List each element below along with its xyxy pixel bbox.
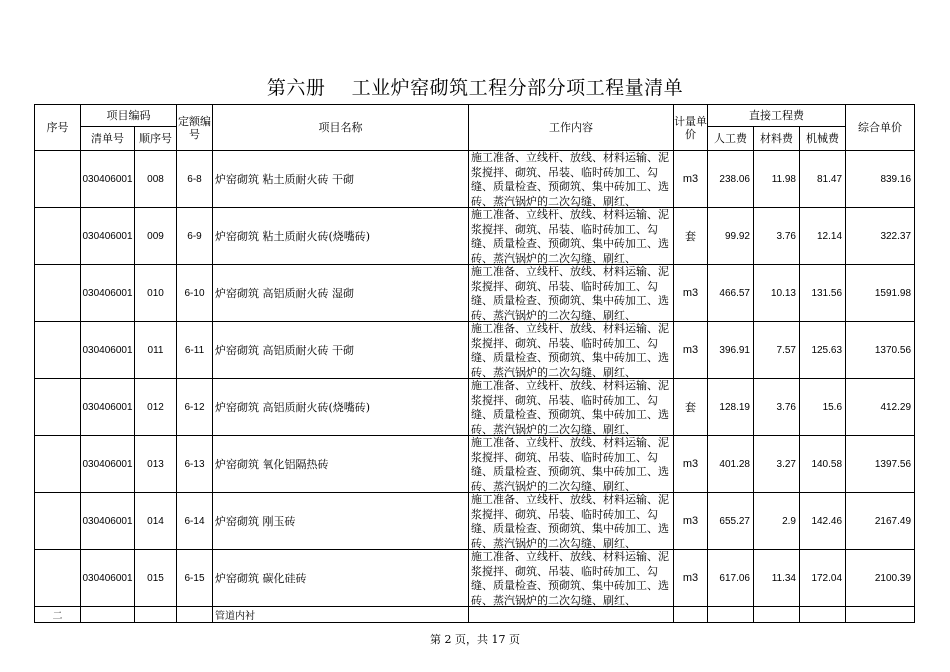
cell-work-content [469,151,674,208]
cell-quota-no: 6-11 [177,322,213,379]
cell-machine: 12.14 [800,208,846,265]
cell-seq [35,493,81,550]
page-footer: 第 2 页，共 17 页 [430,633,520,646]
table-row [35,151,915,208]
cell-total: 1397.56 [846,436,915,493]
table-row [35,493,915,550]
cell-material: 2.9 [754,493,800,550]
cell-seq [35,265,81,322]
cell-labor: 128.19 [708,379,754,436]
quantity-table [34,104,915,623]
cell-material: 11.34 [754,550,800,607]
cell-labor: 401.28 [708,436,754,493]
header-order-no: 顺序号 [135,127,177,151]
table-row [35,379,915,436]
cell-quota-no: 6-13 [177,436,213,493]
header-code-group: 项目编码 [81,105,177,127]
cell-material: 10.13 [754,265,800,322]
table-row [35,208,915,265]
cell-labor: 396.91 [708,322,754,379]
cell-item-name: 炉窑砌筑 碳化硅砖 [213,550,469,607]
work-content-text: 施工准备、立线杆、放线、材料运输、泥浆搅拌、砌筑、吊装、临时砖加工、勾缝、质量检查、预砌筑、集中砖加工、选砖、蒸汽锅炉的二次勾缝、刷红、 [471,322,669,378]
cell-seq [35,322,81,379]
cell-total: 322.37 [846,208,915,265]
cell-item-name: 炉窑砌筑 粘土质耐火砖(烧嘴砖) [213,208,469,265]
cell-list-no: 030406001 [81,151,135,208]
cell-list-no: 030406001 [81,265,135,322]
cell-seq [35,550,81,607]
table-row [35,607,915,623]
cell-seq [35,436,81,493]
cell-quota-no: 6-15 [177,550,213,607]
header-total: 综合单价 [846,105,915,151]
header-labor: 人工费 [708,127,754,151]
cell-unit: m3 [674,436,708,493]
cell-unit: m3 [674,322,708,379]
header-seq: 序号 [35,105,81,151]
table-row [35,436,915,493]
cell-work-content [469,493,674,550]
cell-work-content [469,436,674,493]
cell-unit: 套 [674,208,708,265]
cell-machine: 172.04 [800,550,846,607]
cell-machine: 15.6 [800,379,846,436]
header-direct-cost: 直接工程费 [708,105,846,127]
cell-item-name: 炉窑砌筑 氧化铝隔热砖 [213,436,469,493]
cell-order-no: 008 [135,151,177,208]
cell-total: 1591.98 [846,265,915,322]
cell-work-content [469,550,674,607]
cell-list-no: 030406001 [81,379,135,436]
cell-labor: 99.92 [708,208,754,265]
cell-empty [708,607,754,623]
cell-unit: 套 [674,379,708,436]
cell-machine: 142.46 [800,493,846,550]
cell-quota-no: 6-9 [177,208,213,265]
cell-machine: 81.47 [800,151,846,208]
cell-machine: 125.63 [800,322,846,379]
cell-work-content [469,379,674,436]
cell-empty [469,607,674,623]
cell-quota-no: 6-14 [177,493,213,550]
cell-list-no: 030406001 [81,208,135,265]
cell-empty [754,607,800,623]
work-content-text: 施工准备、立线杆、放线、材料运输、泥浆搅拌、砌筑、吊装、临时砖加工、勾缝、质量检查、预砌筑、集中砖加工、选砖、蒸汽锅炉的二次勾缝、刷红、 [471,379,669,435]
header-quota-no: 定额编号 [177,105,213,151]
cell-order-no: 015 [135,550,177,607]
header-machine: 机械费 [800,127,846,151]
cell-seq [35,208,81,265]
cell-empty [177,607,213,623]
cell-empty [81,607,135,623]
table-row [35,265,915,322]
cell-material: 3.76 [754,379,800,436]
cell-total: 2167.49 [846,493,915,550]
cell-machine: 140.58 [800,436,846,493]
header-unit: 计量单价 [674,105,708,151]
cell-list-no: 030406001 [81,436,135,493]
work-content-text: 施工准备、立线杆、放线、材料运输、泥浆搅拌、砌筑、吊装、临时砖加工、勾缝、质量检查、预砌筑、集中砖加工、选砖、蒸汽锅炉的二次勾缝、刷红、 [471,436,669,492]
cell-order-no: 011 [135,322,177,379]
cell-item-name: 管道内衬 [213,607,469,623]
cell-unit: m3 [674,550,708,607]
cell-seq [35,379,81,436]
cell-quota-no: 6-8 [177,151,213,208]
page-title: 第六册 工业炉窑砌筑工程分部分项工程量清单 [266,77,684,99]
cell-unit: m3 [674,151,708,208]
cell-work-content [469,322,674,379]
cell-item-name: 炉窑砌筑 高铝质耐火砖 干砌 [213,322,469,379]
cell-list-no: 030406001 [81,550,135,607]
table-row [35,550,915,607]
work-content-text: 施工准备、立线杆、放线、材料运输、泥浆搅拌、砌筑、吊装、临时砖加工、勾缝、质量检查、预砌筑、集中砖加工、选砖、蒸汽锅炉的二次勾缝、刷红、 [471,208,669,264]
cell-item-name: 炉窑砌筑 高铝质耐火砖 湿砌 [213,265,469,322]
cell-labor: 466.57 [708,265,754,322]
header-item-name: 项目名称 [213,105,469,151]
cell-seq: 二 [35,607,81,623]
cell-item-name: 炉窑砌筑 高铝质耐火砖(烧嘴砖) [213,379,469,436]
cell-total: 1370.56 [846,322,915,379]
header-material: 材料费 [754,127,800,151]
cell-machine: 131.56 [800,265,846,322]
cell-empty [135,607,177,623]
cell-labor: 617.06 [708,550,754,607]
cell-empty [800,607,846,623]
cell-material: 11.98 [754,151,800,208]
cell-total: 2100.39 [846,550,915,607]
work-content-text: 施工准备、立线杆、放线、材料运输、泥浆搅拌、砌筑、吊装、临时砖加工、勾缝、质量检查、预砌筑、集中砖加工、选砖、蒸汽锅炉的二次勾缝、刷红、 [471,550,669,606]
cell-order-no: 014 [135,493,177,550]
cell-list-no: 030406001 [81,322,135,379]
cell-empty [846,607,915,623]
cell-labor: 655.27 [708,493,754,550]
cell-material: 7.57 [754,322,800,379]
cell-total: 412.29 [846,379,915,436]
cell-unit: m3 [674,265,708,322]
cell-order-no: 013 [135,436,177,493]
header-work-content: 工作内容 [469,105,674,151]
cell-item-name: 炉窑砌筑 刚玉砖 [213,493,469,550]
work-content-text: 施工准备、立线杆、放线、材料运输、泥浆搅拌、砌筑、吊装、临时砖加工、勾缝、质量检查、预砌筑、集中砖加工、选砖、蒸汽锅炉的二次勾缝、刷红、 [471,151,669,207]
cell-list-no: 030406001 [81,493,135,550]
cell-labor: 238.06 [708,151,754,208]
cell-quota-no: 6-12 [177,379,213,436]
cell-seq [35,151,81,208]
header-list-no: 清单号 [81,127,135,151]
cell-unit: m3 [674,493,708,550]
table-row [35,322,915,379]
work-content-text: 施工准备、立线杆、放线、材料运输、泥浆搅拌、砌筑、吊装、临时砖加工、勾缝、质量检查、预砌筑、集中砖加工、选砖、蒸汽锅炉的二次勾缝、刷红、 [471,265,669,321]
cell-item-name: 炉窑砌筑 粘土质耐火砖 干砌 [213,151,469,208]
cell-work-content [469,208,674,265]
cell-quota-no: 6-10 [177,265,213,322]
cell-total: 839.16 [846,151,915,208]
cell-material: 3.27 [754,436,800,493]
work-content-text: 施工准备、立线杆、放线、材料运输、泥浆搅拌、砌筑、吊装、临时砖加工、勾缝、质量检查、预砌筑、集中砖加工、选砖、蒸汽锅炉的二次勾缝、刷红、 [471,493,669,549]
cell-order-no: 009 [135,208,177,265]
cell-work-content [469,265,674,322]
cell-order-no: 012 [135,379,177,436]
cell-order-no: 010 [135,265,177,322]
cell-empty [674,607,708,623]
cell-material: 3.76 [754,208,800,265]
